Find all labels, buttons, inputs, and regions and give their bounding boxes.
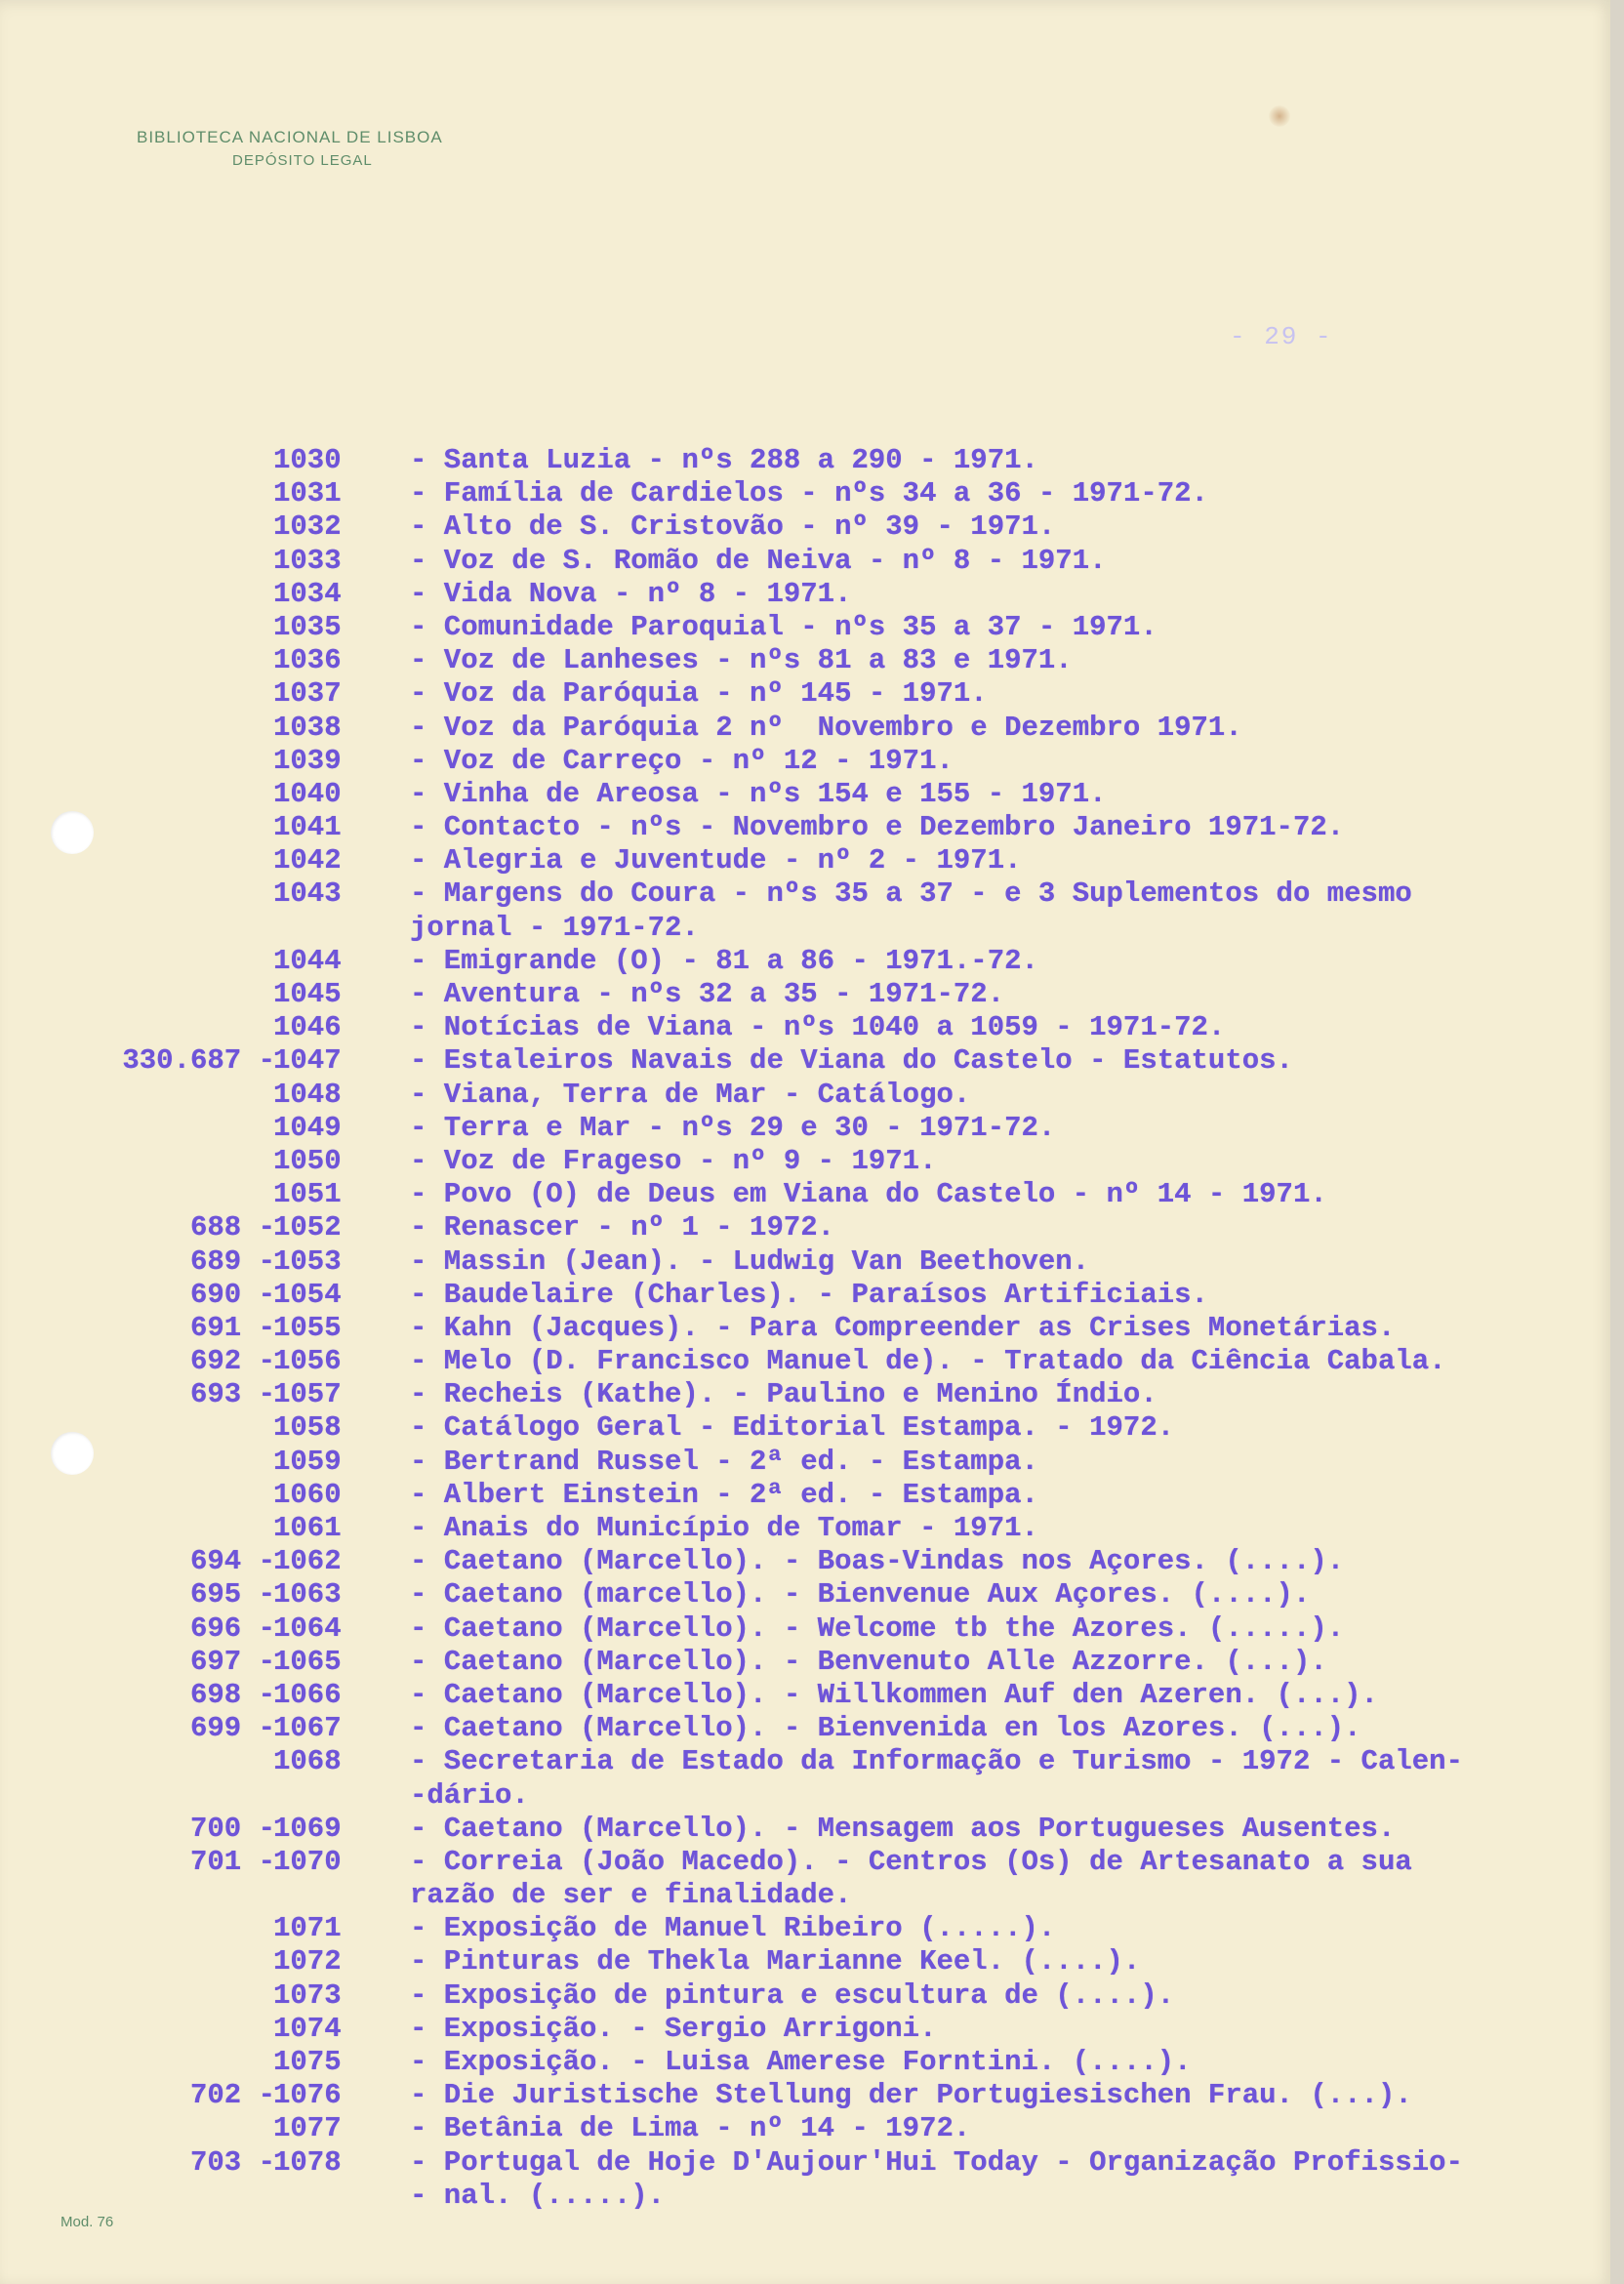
entry-text-continuation: razão de ser e finalidade. <box>410 1879 852 1912</box>
entry-text: - Betânia de Lima - nº 14 - 1972. <box>410 2112 971 2145</box>
entry-row <box>0 444 1610 477</box>
entry-catalog-number: 693 - <box>189 1378 275 1411</box>
entry-number: 1067 <box>273 1712 342 1745</box>
entry-number: 1039 <box>273 744 342 777</box>
entry-number: 1035 <box>273 610 342 643</box>
entry-number: 1054 <box>273 1278 342 1311</box>
entry-text: - Anais do Município de Tomar - 1971. <box>410 1512 1038 1545</box>
entry-catalog-number: 701 - <box>189 1845 275 1878</box>
entry-text: - Voz de Carreço - nº 12 - 1971. <box>410 744 954 777</box>
entry-number: 1052 <box>273 1211 342 1244</box>
entry-text: - Voz de Lanheses - nºs 81 a 83 e 1971. <box>410 644 1073 677</box>
entry-text: - Estaleiros Navais de Viana do Castelo - Estatutos. <box>410 1044 1293 1078</box>
entry-text: - Catálogo Geral - Editorial Estampa. - 1972. <box>410 1411 1175 1445</box>
entry-row <box>0 1712 1610 1745</box>
entry-row <box>0 1312 1610 1345</box>
entry-number: 1059 <box>273 1445 342 1478</box>
entry-text: - Aventura - nºs 32 a 35 - 1971-72. <box>410 978 1005 1011</box>
entry-row <box>0 1945 1610 1978</box>
entry-number: 1055 <box>273 1311 342 1344</box>
entry-number: 1063 <box>273 1578 342 1611</box>
entry-text: - Vinha de Areosa - nºs 154 e 155 - 1971. <box>410 777 1107 810</box>
entry-catalog-number: 690 - <box>189 1278 275 1311</box>
entry-text: - Caetano (Marcello). - Willkommen Auf den Azeren. (...). <box>410 1678 1378 1711</box>
entry-text: - Emigrande (O) - 81 a 86 - 1971.-72. <box>410 944 1038 977</box>
entry-text: - Recheis (Kathe). - Paulino e Menino Índio. <box>410 1378 1157 1411</box>
entry-catalog-number: 697 - <box>189 1645 275 1678</box>
entry-catalog-number: 700 - <box>189 1812 275 1845</box>
entry-number: 1053 <box>273 1244 342 1278</box>
entry-row <box>0 1912 1610 1945</box>
entry-text-continuation: jornal - 1971-72. <box>410 911 699 944</box>
entry-text: - Exposição de pintura e escultura de (....). <box>410 1978 1175 2012</box>
entry-row <box>0 1044 1610 1078</box>
entry-row <box>0 978 1610 1011</box>
entry-number: 1034 <box>273 577 342 610</box>
entry-row <box>0 778 1610 811</box>
entry-number: 1038 <box>273 711 342 744</box>
entry-number: 1036 <box>273 644 342 677</box>
entry-number: 1041 <box>273 811 342 844</box>
entry-catalog-number: 689 - <box>189 1244 275 1278</box>
entry-catalog-number: 703 - <box>189 2145 275 2179</box>
entry-row <box>0 1578 1610 1611</box>
entry-number: 1037 <box>273 677 342 711</box>
entry-row <box>0 510 1610 544</box>
entry-text: - Kahn (Jacques). - Para Compreender as Crises Monetárias. <box>410 1311 1396 1344</box>
entry-number: 1048 <box>273 1078 342 1111</box>
entry-row <box>0 1446 1610 1479</box>
entry-row <box>0 578 1610 611</box>
entry-number: 1042 <box>273 844 342 877</box>
entry-number: 1074 <box>273 2012 342 2045</box>
entry-row <box>0 1846 1610 1912</box>
entry-number: 1046 <box>273 1011 342 1044</box>
entry-text: - Povo (O) de Deus em Viana do Castelo - nº 14 - 1971. <box>410 1178 1327 1211</box>
entry-row <box>0 1745 1610 1812</box>
entry-number: 1033 <box>273 544 342 577</box>
entry-row <box>0 1345 1610 1378</box>
entry-text: - Exposição de Manuel Ribeiro (.....). <box>410 1912 1056 1945</box>
entry-number: 1068 <box>273 1745 342 1778</box>
entry-number: 1058 <box>273 1411 342 1445</box>
entry-row <box>0 1079 1610 1112</box>
entry-text: - Terra e Mar - nºs 29 e 30 - 1971-72. <box>410 1111 1056 1144</box>
entry-text: - Exposição. - Sergio Arrigoni. <box>410 2012 937 2045</box>
entry-text: - Alto de S. Cristovão - nº 39 - 1971. <box>410 510 1056 544</box>
entry-row <box>0 2013 1610 2046</box>
entry-row <box>0 1279 1610 1312</box>
entry-number: 1077 <box>273 2112 342 2145</box>
entry-list <box>0 444 1610 2213</box>
entry-row <box>0 1512 1610 1545</box>
entry-catalog-number: 696 - <box>189 1611 275 1645</box>
entry-text: - Voz de Frageso - nº 9 - 1971. <box>410 1144 937 1177</box>
entry-row <box>0 1813 1610 1846</box>
entry-row <box>0 877 1610 944</box>
entry-row <box>0 844 1610 877</box>
entry-number: 1043 <box>273 877 342 911</box>
entry-row <box>0 1378 1610 1411</box>
entry-number: 1031 <box>273 477 342 510</box>
entry-text: - Caetano (Marcello). - Bienvenida en los Azores. (...). <box>410 1712 1361 1745</box>
stain-mark <box>1269 105 1290 127</box>
entry-number: 1050 <box>273 1144 342 1177</box>
entry-number: 1072 <box>273 1945 342 1978</box>
entry-text: - Correia (João Macedo). - Centros (Os) de Artesanato a sua <box>410 1845 1412 1878</box>
entry-number: 1061 <box>273 1512 342 1545</box>
entry-row <box>0 2046 1610 2079</box>
entry-number: 1070 <box>273 1845 342 1878</box>
entry-text: - Comunidade Paroquial - nºs 35 a 37 - 1971. <box>410 610 1157 643</box>
entry-row <box>0 2146 1610 2213</box>
entry-row <box>0 712 1610 745</box>
entry-number: 1045 <box>273 978 342 1011</box>
form-code: Mod. 76 <box>61 2214 114 2230</box>
entry-text: - Die Juristische Stellung der Portugiesischen Frau. (...). <box>410 2079 1412 2112</box>
entry-row <box>0 811 1610 844</box>
entry-row <box>0 1545 1610 1578</box>
entry-row <box>0 611 1610 644</box>
entry-text: - Baudelaire (Charles). - Paraísos Artificiais. <box>410 1278 1208 1311</box>
entry-row <box>0 477 1610 510</box>
entry-number: 1049 <box>273 1111 342 1144</box>
entry-row <box>0 945 1610 978</box>
entry-text: - Voz da Paróquia 2 nº Novembro e Dezembro 1971. <box>410 711 1242 744</box>
letterhead-department: DEPÓSITO LEGAL <box>232 151 373 169</box>
entry-number: 1076 <box>273 2079 342 2112</box>
entry-text: - Exposição. - Luisa Amerese Forntini. (....). <box>410 2046 1192 2079</box>
entry-row <box>0 545 1610 578</box>
entry-catalog-number: 692 - <box>189 1345 275 1378</box>
letterhead <box>137 125 443 172</box>
entry-number: 1057 <box>273 1378 342 1411</box>
entry-text: - Voz da Paróquia - nº 145 - 1971. <box>410 677 988 711</box>
entry-row <box>0 1178 1610 1211</box>
entry-text: - Alegria e Juventude - nº 2 - 1971. <box>410 844 1022 877</box>
entry-number: 1060 <box>273 1478 342 1511</box>
entry-row <box>0 677 1610 711</box>
entry-row <box>0 1245 1610 1279</box>
entry-text: - Renascer - nº 1 - 1972. <box>410 1211 835 1244</box>
entry-text: - Bertrand Russel - 2ª ed. - Estampa. <box>410 1445 1038 1478</box>
entry-number: 1075 <box>273 2046 342 2079</box>
entry-text: - Família de Cardielos - nºs 34 a 36 - 1971-72. <box>410 477 1208 510</box>
entry-catalog-number: 330.687 - <box>122 1044 275 1078</box>
entry-text: - Melo (D. Francisco Manuel de). - Tratado da Ciência Cabala. <box>410 1345 1446 1378</box>
entry-text: - Viana, Terra de Mar - Catálogo. <box>410 1078 971 1111</box>
entry-number: 1056 <box>273 1345 342 1378</box>
entry-text: - Pinturas de Thekla Marianne Keel. (....). <box>410 1945 1141 1978</box>
entry-row <box>0 1145 1610 1178</box>
entry-number: 1030 <box>273 444 342 476</box>
entry-text: - Caetano (Marcello). - Benvenuto Alle Azzorre. (...). <box>410 1645 1327 1678</box>
entry-number: 1047 <box>273 1044 342 1078</box>
entry-row <box>0 2112 1610 2145</box>
entry-text: - Margens do Coura - nºs 35 a 37 - e 3 Suplementos do mesmo <box>410 877 1412 911</box>
entry-catalog-number: 699 - <box>189 1712 275 1745</box>
entry-text: - Caetano (Marcello). - Welcome tb the Azores. (.....). <box>410 1611 1345 1645</box>
entry-catalog-number: 691 - <box>189 1311 275 1344</box>
entry-row <box>0 745 1610 778</box>
entry-number: 1062 <box>273 1545 342 1578</box>
entry-text: - Albert Einstein - 2ª ed. - Estampa. <box>410 1478 1038 1511</box>
entry-number: 1073 <box>273 1978 342 2012</box>
entry-catalog-number: 698 - <box>189 1678 275 1711</box>
entry-number: 1069 <box>273 1812 342 1845</box>
entry-text: - Santa Luzia - nºs 288 a 290 - 1971. <box>410 444 1038 476</box>
entry-text: - Contacto - nºs - Novembro e Dezembro Janeiro 1971-72. <box>410 811 1345 844</box>
entry-number: 1078 <box>273 2145 342 2179</box>
entry-catalog-number: 702 - <box>189 2079 275 2112</box>
entry-number: 1065 <box>273 1645 342 1678</box>
entry-row <box>0 1211 1610 1244</box>
entry-number: 1071 <box>273 1912 342 1945</box>
entry-row <box>0 1679 1610 1712</box>
entry-text: - Massin (Jean). - Ludwig Van Beethoven. <box>410 1244 1090 1278</box>
entry-number: 1032 <box>273 510 342 544</box>
entry-row <box>0 1112 1610 1145</box>
entry-text: - Caetano (Marcello). - Boas-Vindas nos Açores. (....). <box>410 1545 1345 1578</box>
entry-number: 1040 <box>273 777 342 810</box>
entry-number: 1044 <box>273 944 342 977</box>
entry-text: - Voz de S. Romão de Neiva - nº 8 - 1971. <box>410 544 1107 577</box>
entry-row <box>0 2079 1610 2112</box>
entry-row <box>0 1011 1610 1044</box>
entry-row <box>0 1979 1610 2013</box>
entry-row <box>0 1411 1610 1445</box>
entry-text: - Portugal de Hoje D'Aujour'Hui Today - Organização Profissio- <box>410 2145 1463 2179</box>
entry-number: 1051 <box>273 1178 342 1211</box>
entry-catalog-number: 695 - <box>189 1578 275 1611</box>
entry-text: - Caetano (marcello). - Bienvenue Aux Açores. (....). <box>410 1578 1311 1611</box>
entry-row <box>0 644 1610 677</box>
entry-row <box>0 1479 1610 1512</box>
entry-text: - Secretaria de Estado da Informação e Turismo - 1972 - Calen- <box>410 1745 1463 1778</box>
entry-row <box>0 1612 1610 1646</box>
entry-text: - Vida Nova - nº 8 - 1971. <box>410 577 852 610</box>
entry-text: - Notícias de Viana - nºs 1040 a 1059 - 1971-72. <box>410 1011 1226 1044</box>
page-number: - 29 - <box>1230 322 1333 351</box>
entry-row <box>0 1646 1610 1679</box>
entry-text-continuation: - nal. (.....). <box>410 2179 666 2212</box>
entry-number: 1066 <box>273 1678 342 1711</box>
letterhead-institution: BIBLIOTECA NACIONAL DE LISBOA <box>137 128 443 146</box>
entry-number: 1064 <box>273 1611 342 1645</box>
entry-catalog-number: 694 - <box>189 1545 275 1578</box>
entry-text: - Caetano (Marcello). - Mensagem aos Portugueses Ausentes. <box>410 1812 1396 1845</box>
entry-catalog-number: 688 - <box>189 1211 275 1244</box>
entry-text-continuation: -dário. <box>410 1778 529 1812</box>
